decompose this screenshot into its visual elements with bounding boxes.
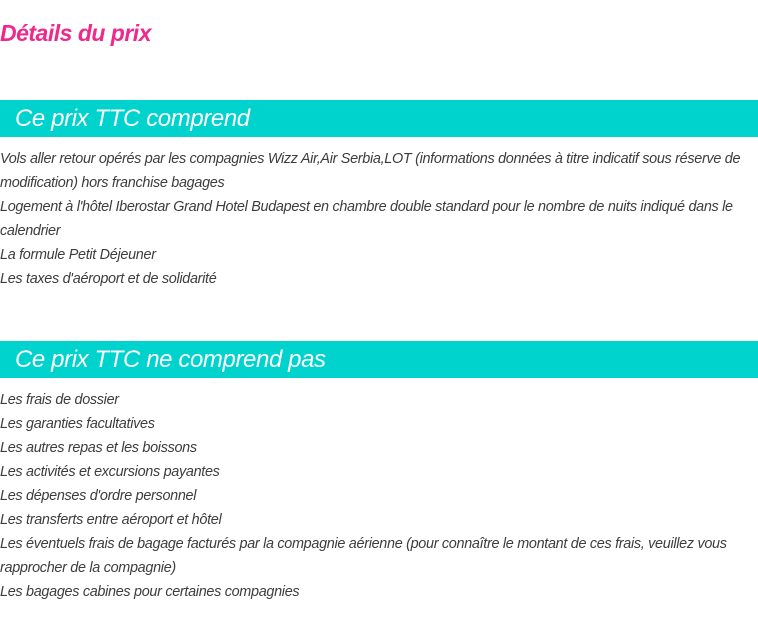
list-item: Logement à l'hôtel Iberostar Grand Hotel Budapest en chambre double standard pour le nombre de nuits indiqué dans le calendrier — [0, 199, 733, 239]
page-title: Détails du prix — [0, 20, 151, 46]
included-section-heading: Ce prix TTC comprend — [15, 104, 250, 132]
list-item: La formule Petit Déjeuner — [0, 247, 156, 263]
excluded-section-banner — [0, 341, 758, 378]
list-item: Les autres repas et les boissons — [0, 440, 197, 456]
list-item: Vols aller retour opérés par les compagnies Wizz Air,Air Serbia,LOT (informations données à titre indicatif sous réserve de modification) hors franchise bagages — [0, 151, 741, 191]
list-item: Les garanties facultatives — [0, 416, 155, 432]
included-section-banner — [0, 100, 758, 137]
excluded-items-list — [0, 388, 758, 604]
list-item: Les taxes d'aéroport et de solidarité — [0, 271, 217, 287]
list-item: Les transferts entre aéroport et hôtel — [0, 512, 222, 528]
included-items-list — [0, 147, 758, 291]
list-item: Les frais de dossier — [0, 392, 119, 408]
list-item: Les éventuels frais de bagage facturés par la compagnie aérienne (pour connaître le montant de ces frais, veuillez vous rapprocher de la compagnie) — [0, 536, 727, 576]
excluded-section-heading: Ce prix TTC ne comprend pas — [15, 345, 326, 373]
list-item: Les bagages cabines pour certaines compagnies — [0, 584, 300, 600]
list-item: Les activités et excursions payantes — [0, 464, 220, 480]
list-item: Les dépenses d'ordre personnel — [0, 488, 197, 504]
